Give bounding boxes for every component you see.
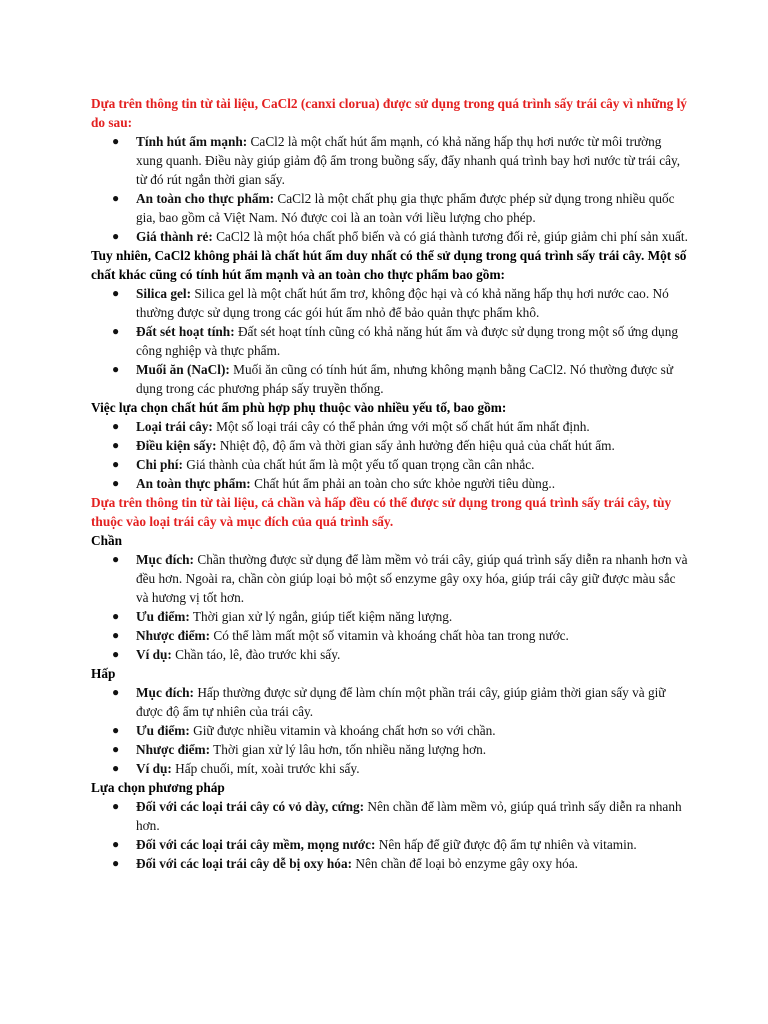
item-label: Điều kiện sấy: xyxy=(136,438,217,453)
item-label: Mục đích: xyxy=(136,552,194,567)
item-label: Đối với các loại trái cây dễ bị oxy hóa: xyxy=(136,856,353,871)
bullet-icon: ● xyxy=(112,609,120,623)
bullet-icon: ● xyxy=(112,191,120,205)
bullet-icon: ● xyxy=(112,799,120,813)
list-item xyxy=(91,189,691,227)
item-label: Loại trái cây: xyxy=(136,419,213,434)
bullet-icon: ● xyxy=(112,647,120,661)
list-blanching xyxy=(91,550,691,664)
item-label: Giá thành rẻ: xyxy=(136,229,213,244)
item-label: An toàn cho thực phẩm: xyxy=(136,191,275,206)
item-label: Mục đích: xyxy=(136,685,194,700)
item-text: Chần táo, lê, đào trước khi sấy. xyxy=(171,647,341,662)
item-label: An toàn thực phẩm: xyxy=(136,476,251,491)
bullet-icon: ● xyxy=(112,742,120,756)
list-item xyxy=(91,835,691,854)
item-label: Tính hút ẩm mạnh: xyxy=(136,134,248,149)
item-text: CaCl2 là một hóa chất phổ biến và có giá thành tương đối rẻ, giúp giảm chi phí sản xuất. xyxy=(212,229,688,244)
list-item xyxy=(91,854,691,873)
heading-method-choice: Lựa chọn phương pháp xyxy=(91,780,225,795)
list-item xyxy=(91,417,691,436)
item-text: Một số loại trái cây có thể phản ứng với một số chất hút ẩm nhất định. xyxy=(212,419,590,434)
item-label: Đối với các loại trái cây có vỏ dày, cứng: xyxy=(136,799,365,814)
list-item xyxy=(91,626,691,645)
list-item xyxy=(91,645,691,664)
heading-cacl2-reasons: Dựa trên thông tin từ tài liệu, CaCl2 (canxi clorua) được sử dụng trong quá trình sấy trái cây vì những lý do sau: xyxy=(91,96,687,130)
item-text: Chất hút ẩm phải an toàn cho sức khỏe người tiêu dùng.. xyxy=(250,476,556,491)
item-text: Có thể làm mất một số vitamin và khoáng chất hòa tan trong nước. xyxy=(210,628,569,643)
bullet-icon: ● xyxy=(112,723,120,737)
item-text: Giữ được nhiều vitamin và khoáng chất hơn so với chần. xyxy=(189,723,496,738)
item-label: Đất sét hoạt tính: xyxy=(136,324,235,339)
item-text: Silica gel là một chất hút ẩm trơ, không độc hại và có khả năng hấp thụ hơi nước cao. Nó thường được sử dụng trong các gói hút ẩm nhỏ để bảo quản thực phẩm khô. xyxy=(136,286,669,320)
item-label: Nhược điểm: xyxy=(136,742,211,757)
item-text: Đất sét hoạt tính cũng có khả năng hút ẩm và được sử dụng trong một số ứng dụng công nghiệp và thực phẩm. xyxy=(136,324,678,358)
bullet-icon: ● xyxy=(112,856,120,870)
bullet-icon: ● xyxy=(112,229,120,243)
list-item xyxy=(91,721,691,740)
bullet-icon: ● xyxy=(112,419,120,433)
bullet-icon: ● xyxy=(112,134,120,148)
bullet-icon: ● xyxy=(112,476,120,490)
item-text: Hấp thường được sử dụng để làm chín một phần trái cây, giúp giảm thời gian sấy và giữ được độ ẩm tự nhiên của trái cây. xyxy=(136,685,666,719)
list-item xyxy=(91,227,691,246)
item-text: Nên chần để loại bỏ enzyme gây oxy hóa. xyxy=(352,856,579,871)
item-text: Nhiệt độ, độ ẩm và thời gian sấy ảnh hưởng đến hiệu quả của chất hút ẩm. xyxy=(216,438,615,453)
document-body xyxy=(91,94,691,873)
item-text: Nên chần để làm mềm vỏ, giúp quá trình sấy diễn ra nhanh hơn. xyxy=(136,799,682,833)
item-label: Chi phí: xyxy=(136,457,183,472)
list-item xyxy=(91,683,691,721)
item-label: Ưu điểm: xyxy=(136,609,190,624)
list-other-desiccants xyxy=(91,284,691,398)
item-label: Đối với các loại trái cây mềm, mọng nước: xyxy=(136,837,376,852)
list-item xyxy=(91,284,691,322)
heading-steaming: Hấp xyxy=(91,666,116,681)
item-label: Ví dụ: xyxy=(136,647,172,662)
bullet-icon: ● xyxy=(112,685,120,699)
item-text: CaCl2 là một chất hút ẩm mạnh, có khả năng hấp thụ hơi nước từ môi trường xung quanh. Điều này giúp giảm độ ẩm trong buồng sấy, đẩy nhanh quá trình bay hơi nước từ trái cây, từ đó rút ngắn thời gian sấy. xyxy=(136,134,681,187)
heading-selection-factors: Việc lựa chọn chất hút ẩm phù hợp phụ thuộc vào nhiều yếu tố, bao gồm: xyxy=(91,400,507,415)
bullet-icon: ● xyxy=(112,324,120,338)
item-label: Silica gel: xyxy=(136,286,192,301)
list-method-choice xyxy=(91,797,691,873)
item-label: Ví dụ: xyxy=(136,761,172,776)
list-item xyxy=(91,797,691,835)
bullet-icon: ● xyxy=(112,286,120,300)
list-item xyxy=(91,436,691,455)
item-text: CaCl2 là một chất phụ gia thực phẩm được phép sử dụng trong nhiều quốc gia, bao gồm cả Việt Nam. Nó được coi là an toàn với liều lượng cho phép. xyxy=(136,191,675,225)
list-cacl2-reasons xyxy=(91,132,691,246)
bullet-icon: ● xyxy=(112,628,120,642)
item-text: Chần thường được sử dụng để làm mềm vỏ trái cây, giúp quá trình sấy diễn ra nhanh hơn và đều hơn. Ngoài ra, chần còn giúp loại bỏ một số enzyme gây oxy hóa, giúp trái cây giữ được màu sắc và hương vị tốt hơn. xyxy=(136,552,688,605)
heading-blanch-steam: Dựa trên thông tin từ tài liệu, cả chần và hấp đều có thể được sử dụng trong quá trình sấy trái cây, tùy thuộc vào loại trái cây và mục đích của quá trình sấy. xyxy=(91,495,672,529)
list-item xyxy=(91,474,691,493)
item-text: Thời gian xử lý lâu hơn, tốn nhiều năng lượng hơn. xyxy=(210,742,487,757)
list-item xyxy=(91,740,691,759)
bullet-icon: ● xyxy=(112,552,120,566)
list-item xyxy=(91,607,691,626)
list-item xyxy=(91,322,691,360)
item-text: Giá thành của chất hút ẩm là một yếu tố quan trọng cần cân nhắc. xyxy=(182,457,535,472)
item-label: Nhược điểm: xyxy=(136,628,211,643)
item-text: Hấp chuối, mít, xoài trước khi sấy. xyxy=(171,761,360,776)
bullet-icon: ● xyxy=(112,438,120,452)
bullet-icon: ● xyxy=(112,362,120,376)
bullet-icon: ● xyxy=(112,761,120,775)
list-item xyxy=(91,132,691,189)
list-item xyxy=(91,550,691,607)
item-text: Thời gian xử lý ngắn, giúp tiết kiệm năng lượng. xyxy=(189,609,453,624)
list-item xyxy=(91,360,691,398)
item-text: Nên hấp để giữ được độ ẩm tự nhiên và vitamin. xyxy=(375,837,637,852)
list-item xyxy=(91,455,691,474)
heading-other-desiccants: Tuy nhiên, CaCl2 không phải là chất hút ẩm duy nhất có thể sử dụng trong quá trình sấy trái cây. Một số chất khác cũng có tính hút ẩm mạnh và an toàn cho thực phẩm bao gồm: xyxy=(91,248,687,282)
item-label: Muối ăn (NaCl): xyxy=(136,362,230,377)
heading-blanching: Chần xyxy=(91,533,123,548)
list-selection-factors xyxy=(91,417,691,493)
item-text: Muối ăn cũng có tính hút ẩm, nhưng không mạnh bằng CaCl2. Nó thường được sử dụng trong các phương pháp sấy truyền thống. xyxy=(136,362,674,396)
bullet-icon: ● xyxy=(112,837,120,851)
bullet-icon: ● xyxy=(112,457,120,471)
list-item xyxy=(91,759,691,778)
item-label: Ưu điểm: xyxy=(136,723,190,738)
list-steaming xyxy=(91,683,691,778)
